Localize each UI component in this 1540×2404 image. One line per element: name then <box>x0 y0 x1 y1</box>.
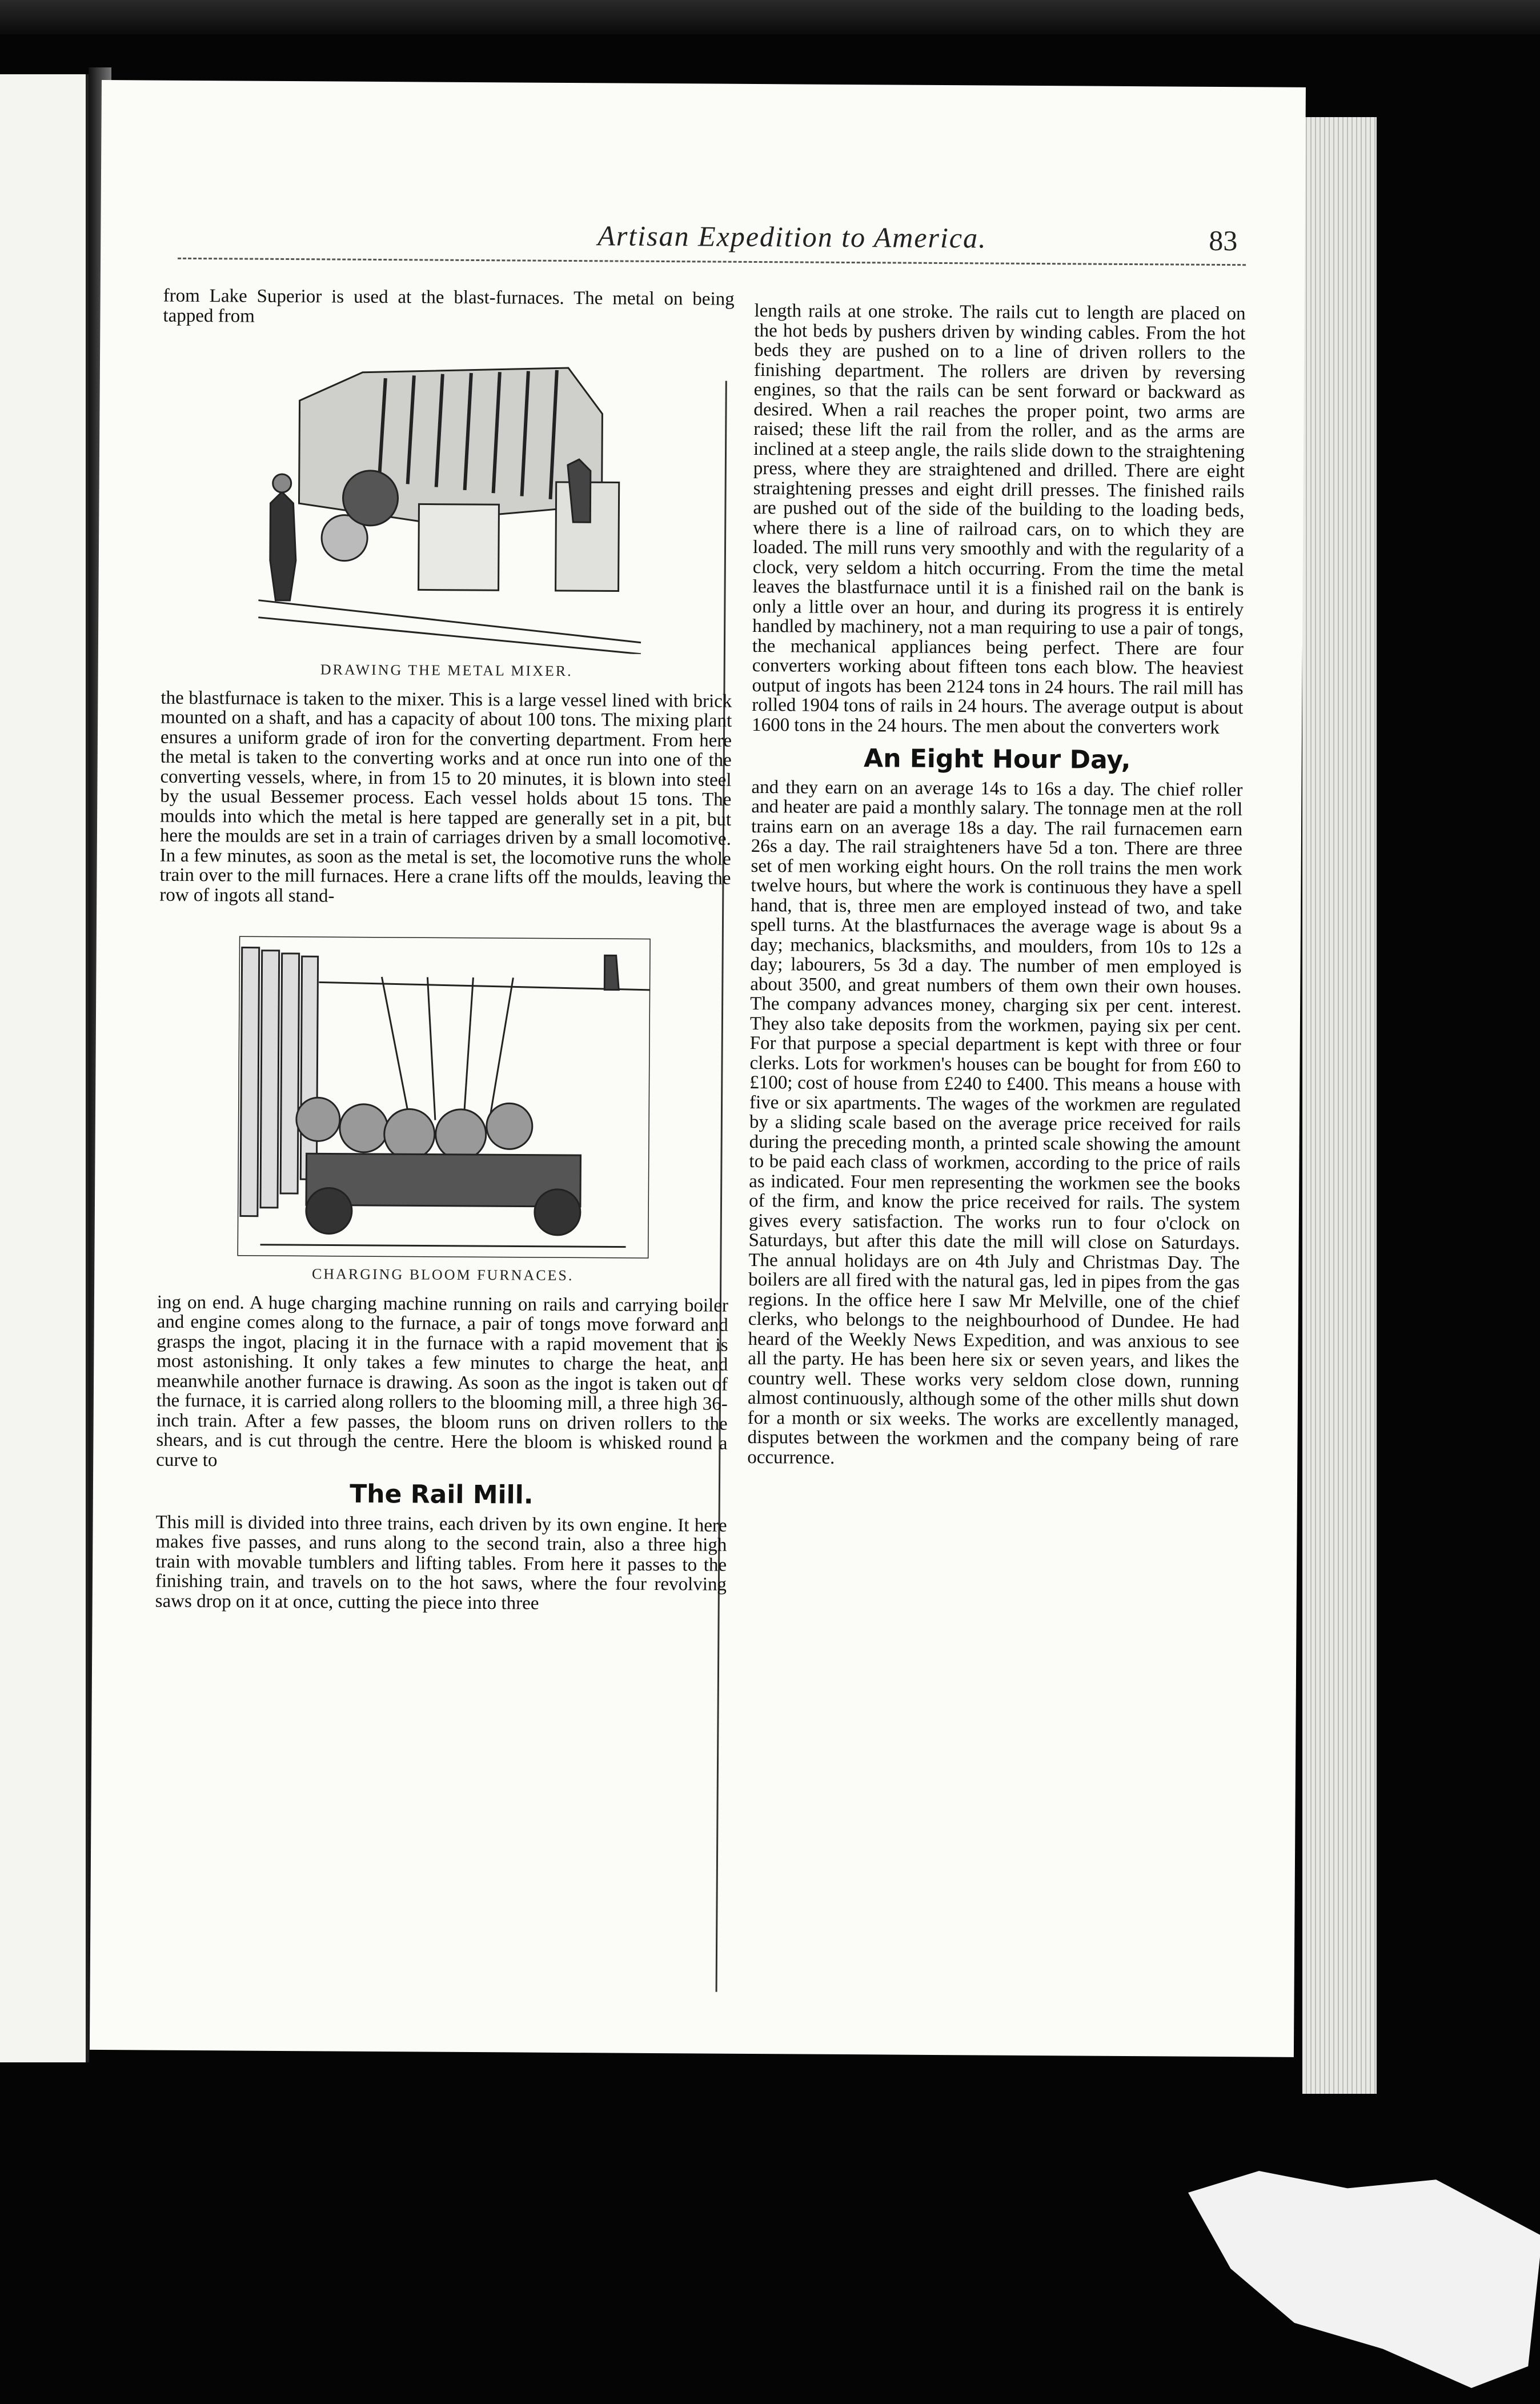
running-title: Artisan Expedition to America. <box>597 219 987 254</box>
heading-rail-mill: The Rail Mill. <box>350 1479 534 1510</box>
right-paragraph-1: length rails at one stroke. The rails cut to length are placed on the hot beds by pushers driven by winding cables. From the hot beds they are pushed on to a line of driven rollers to the finishing department. The rollers are driven by reversing engines, so that the rails can be sent forward or backward as desired. When a rail reaches the proper point, two arms are raised; these lift the rail from the roller, and as the arms are inclined at a steep angle, the rails slide down to the straightening press, where they are straightened and drilled. There are eight straightening presses and eight drill presses. The finished rails are pushed out of the side of the building to the loading beds, where there is a line of railroad cars, on to which they are loaded. The mill runs very smoothly and with the regularity of a clock, very seldom a hitch occurring. From the time the metal leaves the blastfurnace until it is a finished rail on the bank is only a little over an hour, and during its progress it is entirely handled by machinery, not a man requiring to use a pair of tongs, the mechanical appliances being perfect. There are four converters working about fifteen tons each blow. The heaviest output of ingots has been 2124 tons in 24 hours. The rail mill has rolled 1904 tons of rails in 24 hours. The average output is about 1600 tons in the 24 hours. The men about the converters work <box>752 300 1246 738</box>
right-column <box>747 301 1245 1470</box>
scanner-band <box>0 0 1540 34</box>
left-column <box>155 286 735 1614</box>
figure-caption-mixer: DRAWING THE METAL MIXER. <box>320 661 573 680</box>
figure-bloom-furnaces <box>237 936 650 1258</box>
left-paragraph-4: This mill is divided into three trains, each driven by its own engine. It here makes five passes, and runs along to the second train, also a three high train with movable tumblers and lifting tables. From here it passes to the finishing train, and travels on to the hot saws, where the four revolving saws drop on it at once, cutting the piece into three <box>155 1512 727 1614</box>
figure-caption-bloom: CHARGING BLOOM FURNACES. <box>311 1265 574 1284</box>
metal-mixer-illustration <box>247 332 648 654</box>
book-page <box>90 80 1306 2057</box>
heading-eight-hour-day: An Eight Hour Day, <box>863 744 1131 775</box>
left-paragraph-1: from Lake Superior is used at the blast-furnaces. The metal on being tapped from <box>163 285 735 327</box>
facing-page-edge <box>0 74 89 2062</box>
page-stack-edge <box>1302 117 1377 2094</box>
page-header <box>455 218 1254 263</box>
right-paragraph-2: and they earn on an average 14s to 16s a day. The chief roller and heater are paid a monthly salary. The tonnage men at the roll trains earn on an average 18s a day. The rail furnacemen earn 26s a day. The rail straighteners have 5d a ton. There are three set of men working eight hours. On the roll trains the men work twelve hours, but where the work is continuous they have a spell hand, that is, three men are employed instead of two, and take spell turns. At the blastfurnaces the average wage is about 9s a day; mechanics, blacksmiths, and moulders, from 10s to 12s a day; labourers, 5s 3d a day. The number of men employed is about 3500, and great numbers of them own their own houses. The company advances money, charging six per cent. interest. They also take deposits from the workmen, paying six per cent. For that purpose a special department is kept with three or four clerks. Lots for workmen's houses can be bought for from £60 to £100; cost of house from £240 to £400. This means a house with five or six apartments. The wages of the workmen are regulated by a sliding scale based on the average price received for rails during the preceding month, a printed scale showing the amount to be paid each class of workmen, according to the price of rails as indicated. Four men representing the workmen see the books of the firm, and know the price received for rails. The system gives every satisfaction. The works run to four o'clock on Saturdays, but after this date the mill will close on Saturdays. The annual holidays are on 4th July and Christmas Day. The boilers are all fired with the natural gas, led in pipes from the gas regions. In the office here I saw Mr Melville, one of the chief clerks, who belongs to the neighbourhood of Dundee. He had heard of the Weekly News Expedition, and was anxious to see all the party. He has been here six or seven years, and likes the country well. These works very seldom close down, running almost continuously, although some of the other mills shut down for a month or six weeks. The works are excellently managed, disputes between the workmen and the company being of rare occurrence. <box>747 776 1243 1468</box>
figure-metal-mixer <box>247 332 648 654</box>
left-paragraph-2: the blastfurnace is taken to the mixer. This is a large vessel lined with brick mounted on a shaft, and has a capacity of about 100 tons. The mixing plant ensures a uniform grade of iron for the converting department. From here the metal is taken to the converting works and at once run into one of the converting vessels, where, in from 15 to 20 minutes, it is blown into steel by the usual Bessemer process. Each vessel holds about 15 tons. The moulds into which the metal is here tapped are generally set in a pit, but here the moulds are set in a train of carriages driven by a small locomotive. In a few minutes, as soon as the metal is set, the locomotive runs the whole train over to the mill furnaces. Here a crane lifts off the moulds, leaving the row of ingots all stand- <box>159 687 732 907</box>
paper-stain <box>1188 2171 1540 2388</box>
bloom-furnaces-illustration <box>237 936 650 1258</box>
left-paragraph-3: ing on end. A huge charging machine running on rails and carrying boiler and engine comes along to the furnace, a pair of tongs move forward and grasps the ingot, placing it in the furnace with a rapid movement that is most astonishing. It only takes a few minutes to charge the heat, and meanwhile another furnace is drawing. As soon as the ingot is taken out of the furnace, it is carried along rollers to the blooming mill, a three high 36-inch train. After a few passes, the bloom runs on driven rollers to the shears, and is cut through the centre. Here the bloom is whisked round a curve to <box>156 1292 729 1471</box>
page-number: 83 <box>1209 224 1238 257</box>
